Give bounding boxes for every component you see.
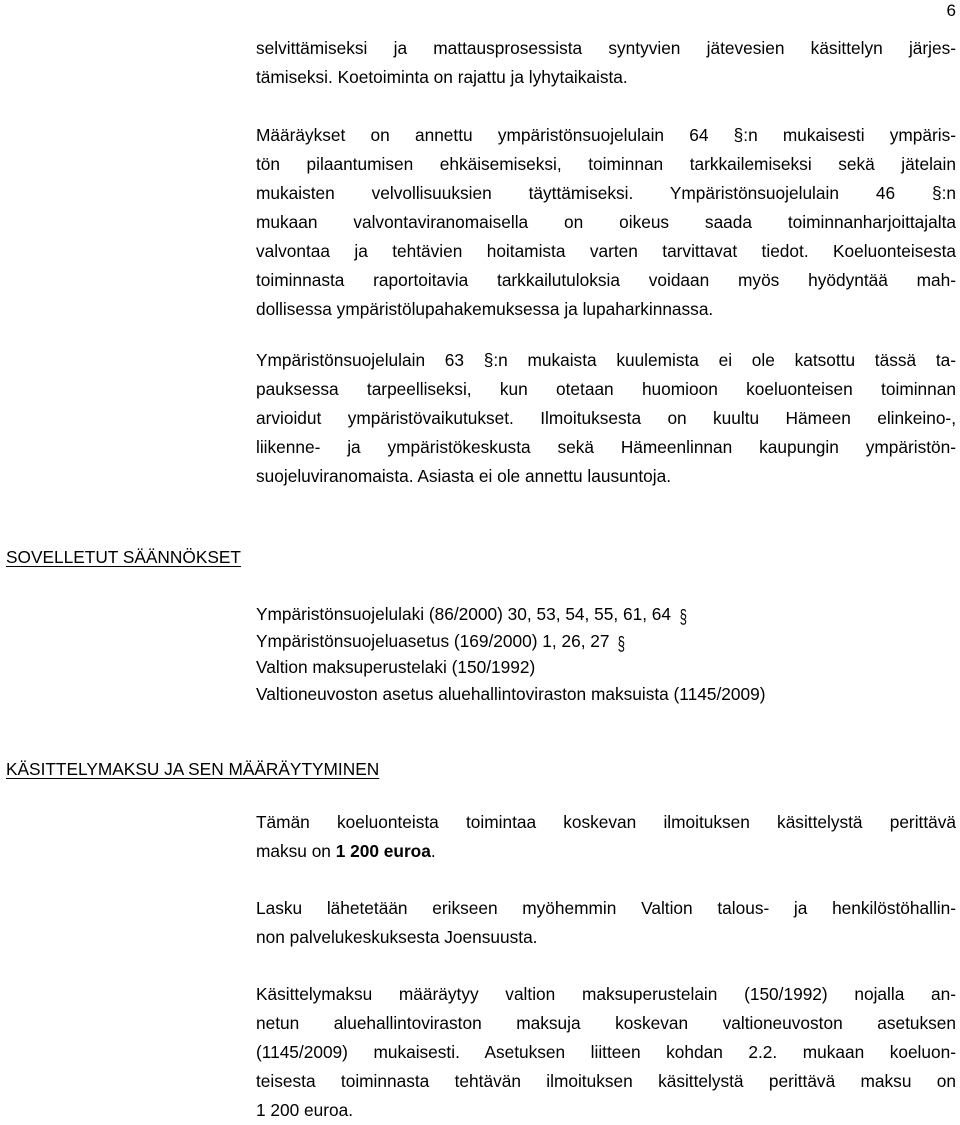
text-line: (1145/2009) mukaisesti. Asetuksen liitteen kohdan 2.2. mukaan koeluon- xyxy=(256,1042,956,1062)
rule-text: Valtioneuvoston asetus aluehallintoviraston maksuista (1145/2009) xyxy=(256,683,766,704)
text-line: selvittämiseksi ja mattausprosessista syntyvien jätevesien käsittelyn järjes- xyxy=(256,38,956,58)
text-line: 1 200 euroa. xyxy=(256,1100,354,1120)
section-sign: § xyxy=(617,633,626,655)
text-line: tön pilaantumisen ehkäisemiseksi, toiminnan tarkkailemiseksi sekä jätelain xyxy=(256,154,956,174)
text-line: Ympäristönsuojelulain 63 §:n mukaista kuulemista ei ole katsottu tässä ta- xyxy=(256,350,956,370)
text-line: tämiseksi. Koetoiminta on rajattu ja lyhytaikaista. xyxy=(256,67,628,87)
hearing-paragraph xyxy=(256,346,956,491)
text-line: suojeluviranomaista. Asiasta ei ole annettu lausuntoja. xyxy=(256,466,672,486)
rule-text: Ympäristönsuojeluasetus (169/2000) 1, 26, 27 xyxy=(256,630,610,651)
text-line: netun aluehallintoviraston maksuja koskevan valtioneuvoston asetuksen xyxy=(256,1013,956,1033)
regulations-paragraph xyxy=(256,121,956,324)
list-item xyxy=(256,628,765,655)
list-item xyxy=(256,654,765,681)
text-line: arvioidut ympäristövaikutukset. Ilmoituksesta on kuultu Hämeen elinkeino-, xyxy=(256,408,956,428)
list-item xyxy=(256,681,765,708)
text-line: Lasku lähetetään erikseen myöhemmin Valtion talous- ja henkilöstöhallin- xyxy=(256,898,956,918)
intro-paragraph xyxy=(256,34,956,92)
rule-text: Ympäristönsuojelulaki (86/2000) 30, 53, 54, 55, 61, 64 xyxy=(256,604,672,624)
fee-paragraph xyxy=(256,808,956,866)
text-line: Tämän koeluonteista toimintaa koskevan ilmoituksen käsittelystä perittävä xyxy=(256,812,956,832)
text-line: toiminnasta raportoitavia tarkkailutuloksia voidaan myös hyödyntää mah- xyxy=(256,270,956,290)
text-line: mukaisten velvollisuuksien täyttämiseksi. Ympäristönsuojelulain 46 §:n xyxy=(256,183,956,203)
text-line: dollisessa ympäristölupahakemuksessa ja lupaharkinnassa. xyxy=(256,299,714,319)
page-number: 6 xyxy=(946,1,956,20)
list-item xyxy=(256,601,765,628)
rule-text: Valtion maksuperustelaki (150/1992) xyxy=(256,657,536,677)
text-line xyxy=(256,837,956,866)
text-line: mukaan valvontaviranomaisella on oikeus saada toiminnanharjoittajalta xyxy=(256,212,956,232)
text-line: pauksessa tarpeelliseksi, kun otetaan huomioon koeluonteisen toiminnan xyxy=(256,379,956,399)
fee-text-end: . xyxy=(430,841,436,861)
text-line: non palvelukeskuksesta Joensuusta. xyxy=(256,927,538,947)
invoice-paragraph xyxy=(256,894,956,952)
text-line: Käsittelymaksu määräytyy valtion maksuperustelain (150/1992) nojalla an- xyxy=(256,984,956,1004)
fee-basis-paragraph xyxy=(256,980,956,1125)
text-line: Määräykset on annettu ympäristönsuojelulain 64 §:n mukaisesti ympäris- xyxy=(256,125,956,145)
section-heading-fee: KÄSITTELYMAKSU JA SEN MÄÄRÄYTYMINEN xyxy=(6,759,380,779)
applied-rules-list xyxy=(256,601,765,707)
text-line: teisesta toiminnasta tehtävän ilmoituksen käsittelystä perittävä maksu on xyxy=(256,1071,956,1091)
section-heading-applied-rules: SOVELLETUT SÄÄNNÖKSET xyxy=(6,547,241,567)
section-sign: § xyxy=(679,607,687,628)
fee-amount: 1 200 euroa xyxy=(335,841,431,861)
fee-text: maksu on xyxy=(256,841,336,861)
text-line: liikenne- ja ympäristökeskusta sekä Hämeenlinnan kaupungin ympäristön- xyxy=(256,437,956,457)
text-line: valvontaa ja tehtävien hoitamista varten tarvittavat tiedot. Koeluonteisesta xyxy=(256,241,956,261)
